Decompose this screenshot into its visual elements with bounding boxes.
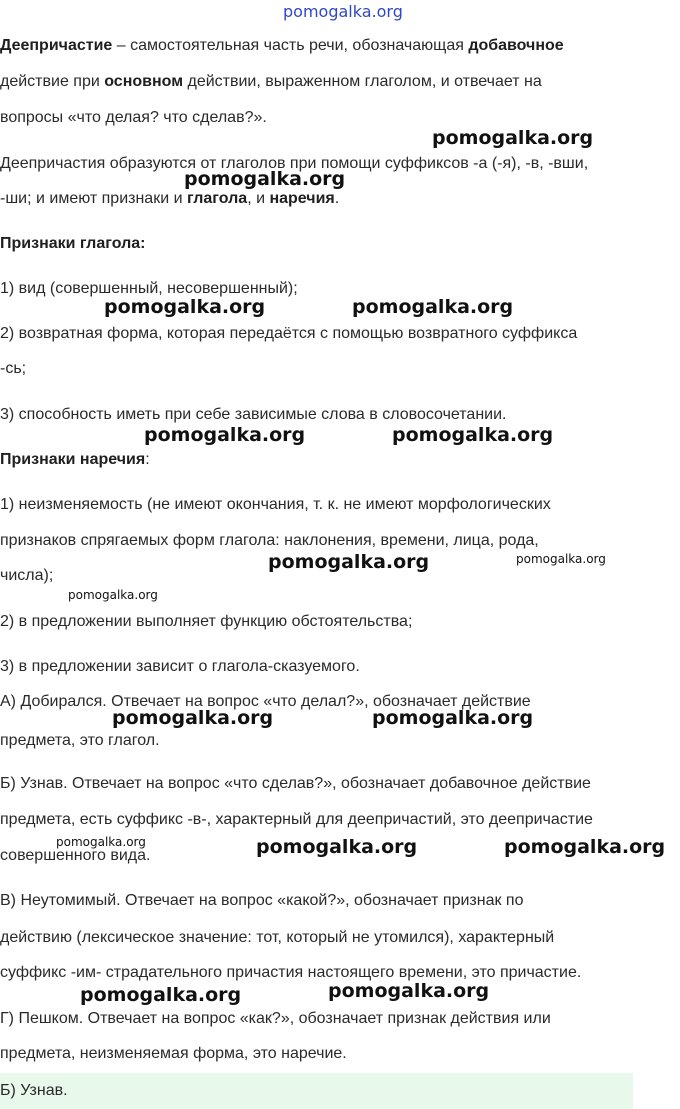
option-d-line-1: Г) Пешком. Отвечает на вопрос «как?», обозначает признак действия или	[0, 1010, 551, 1027]
watermark: pomogalka.org	[432, 127, 594, 149]
watermark: pomogalka.org	[144, 424, 306, 446]
adverb-heading: Признаки наречия:	[0, 451, 150, 468]
definition-line-1: Деепричастие – самостоятельная часть речи, обозначающая добавочное	[0, 37, 564, 54]
watermark: pomogalka.org	[268, 551, 430, 573]
formation-line-2: -ши; и имеют признаки и глагола, и наречия.	[0, 190, 340, 207]
verb-item-3: 3) способность иметь при себе зависимые слова в словосочетании.	[0, 406, 507, 423]
option-b-line-3: совершенного вида.	[0, 847, 151, 864]
watermark-top: pomogalka.org	[283, 2, 403, 21]
verb-heading: Признаки глагола:	[0, 235, 146, 252]
watermark: pomogalka.org	[80, 984, 242, 1006]
option-b-line-1: Б) Узнав. Отвечает на вопрос «что сделав?», обозначает добавочное действие	[0, 775, 591, 792]
option-a-line-1: А) Добирался. Отвечает на вопрос «что делал?», обозначает действие	[0, 693, 531, 710]
watermark: pomogalka.org	[328, 980, 490, 1002]
adverb-item-1: 1) неизменяемость (не имеют окончания, т. к. не имеют морфологических	[0, 496, 551, 513]
watermark: pomogalka.org	[112, 707, 274, 729]
watermark: pomogalka.org	[56, 835, 146, 849]
watermark: pomogalka.org	[504, 836, 666, 858]
formation-line-1: Деепричастия образуются от глаголов при помощи суффиксов -а (-я), -в, -вши,	[0, 155, 589, 172]
watermark: pomogalka.org	[352, 296, 514, 318]
verb-item-1: 1) вид (совершенный, несовершенный);	[0, 280, 298, 297]
answer-text: Б) Узнав.	[0, 1082, 68, 1099]
option-a-line-2: предмета, это глагол.	[0, 732, 160, 749]
adverb-item-3: 3) в предложении зависит о глагола-сказуемого.	[0, 658, 360, 675]
option-c-line-3: суффикс -им- страдательного причастия настоящего времени, это причастие.	[0, 964, 582, 981]
watermark: pomogalka.org	[256, 836, 418, 858]
definition-line-2: действие при основном действии, выраженном глаголом, и отвечает на	[0, 73, 542, 90]
definition-line-3: вопросы «что делая? что сделав?».	[0, 109, 267, 126]
verb-item-2: 2) возвратная форма, которая передаётся с помощью возвратного суффикса	[0, 325, 578, 342]
answer-box	[0, 1073, 633, 1109]
watermark: pomogalka.org	[184, 168, 346, 190]
option-c-line-2: действию (лексическое значение: тот, который не утомился), характерный	[0, 929, 555, 946]
watermark: pomogalka.org	[372, 707, 534, 729]
adverb-item-2: 2) в предложении выполняет функцию обстоятельства;	[0, 613, 413, 630]
watermark: pomogalka.org	[392, 424, 554, 446]
option-b-line-2: предмета, есть суффикс -в-, характерный для деепричастий, это деепричастие	[0, 811, 593, 828]
option-d-line-2: предмета, неизменяемая форма, это наречие.	[0, 1045, 347, 1062]
option-c-line-1: В) Неутомимый. Отвечает на вопрос «какой?», обозначает признак по	[0, 892, 524, 909]
watermark: pomogalka.org	[104, 296, 266, 318]
term-bold: Деепричастие	[0, 37, 113, 54]
verb-item-2-cont: -сь;	[0, 360, 27, 377]
adverb-item-1-end: числа);	[0, 567, 54, 584]
adverb-item-1-cont: признаков спрягаемых форм глагола: наклонения, времени, лица, рода,	[0, 532, 539, 549]
watermark: pomogalka.org	[68, 588, 158, 602]
watermark: pomogalka.org	[516, 552, 606, 566]
